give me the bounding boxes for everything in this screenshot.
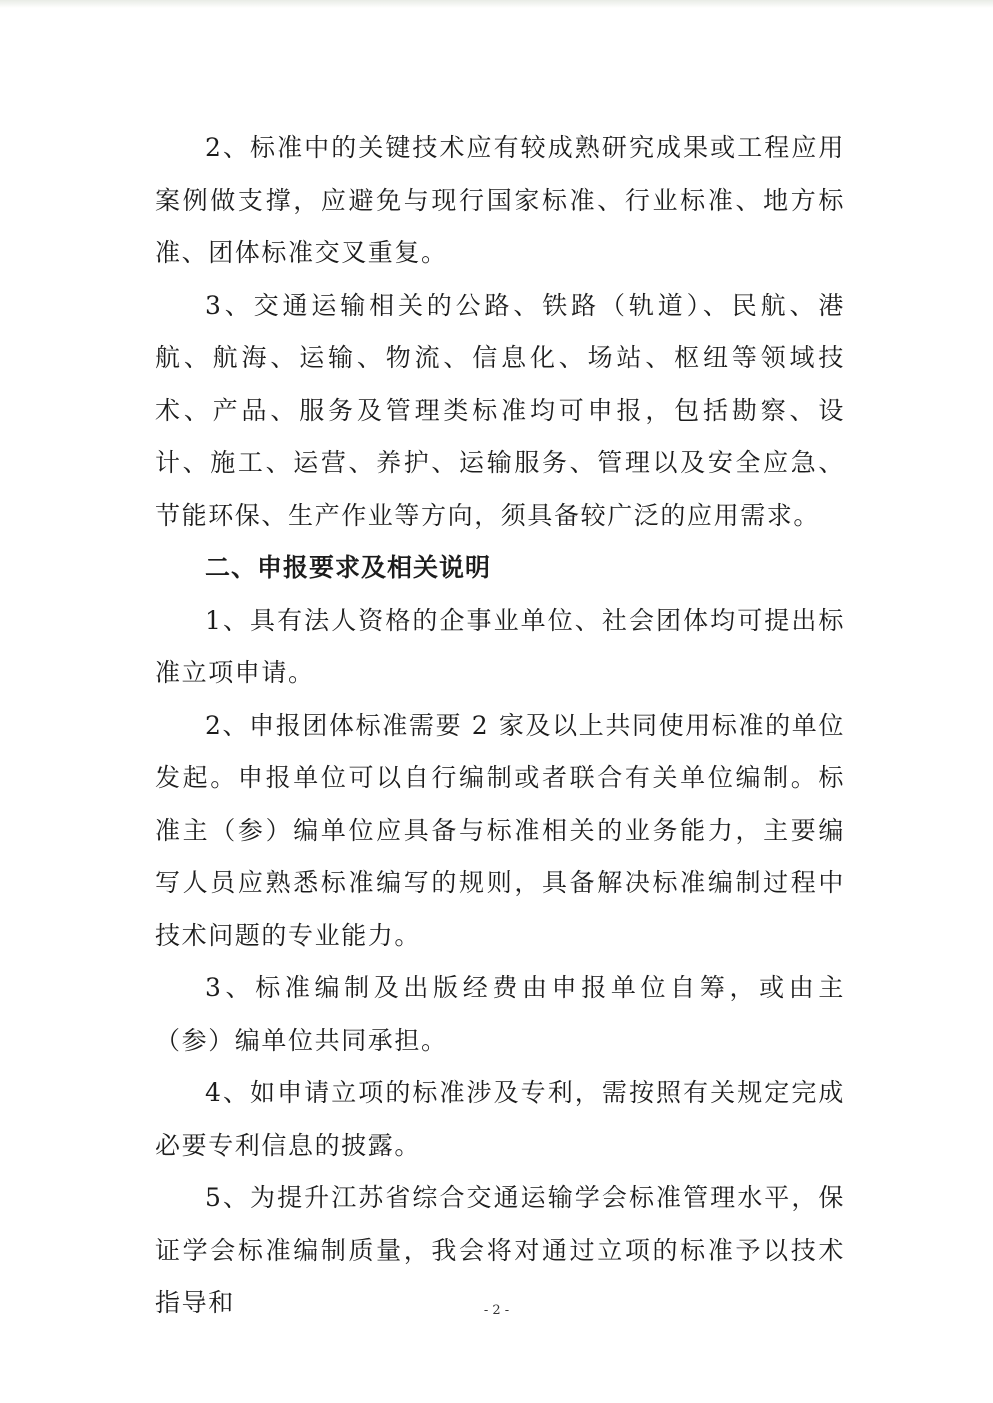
requirement-item-3: 3、标准编制及出版经费由申报单位自筹，或由主（参）编单位共同承担。 <box>155 973 845 1055</box>
requirement-item-5: 5、为提升江苏省综合交通运输学会标准管理水平，保证学会标准编制质量，我会将对通过立项的标准予以技术指导和 <box>155 1183 845 1317</box>
section-heading: 二、申报要求及相关说明 <box>205 553 492 582</box>
document-body <box>155 122 845 1330</box>
paragraph-item-2: 2、标准中的关键技术应有较成熟研究成果或工程应用案例做支撑，应避免与现行国家标准、行业标准、地方标准、团体标准交叉重复。 <box>155 133 845 267</box>
page-number: - 2 - <box>483 1303 510 1318</box>
scan-edge-tint <box>0 0 993 8</box>
paragraph-item-3: 3、交通运输相关的公路、铁路（轨道）、民航、港航、航海、运输、物流、信息化、场站、枢纽等领域技术、产品、服务及管理类标准均可申报，包括勘察、设计、施工、运营、养护、运输服务、管理以及安全应急、节能环保、生产作业等方向，须具备较广泛的应用需求。 <box>155 290 845 530</box>
requirement-item-4: 4、如申请立项的标准涉及专利，需按照有关规定完成必要专利信息的披露。 <box>155 1078 845 1160</box>
requirement-item-2: 2、申报团体标准需要 2 家及以上共同使用标准的单位发起。申报单位可以自行编制或者联合有关单位编制。标准主（参）编单位应具备与标准相关的业务能力，主要编写人员应熟悉标准编写的规则，具备解决标准编制过程中技术问题的专业能力。 <box>155 710 845 950</box>
requirement-item-1: 1、具有法人资格的企事业单位、社会团体均可提出标准立项申请。 <box>155 605 845 687</box>
